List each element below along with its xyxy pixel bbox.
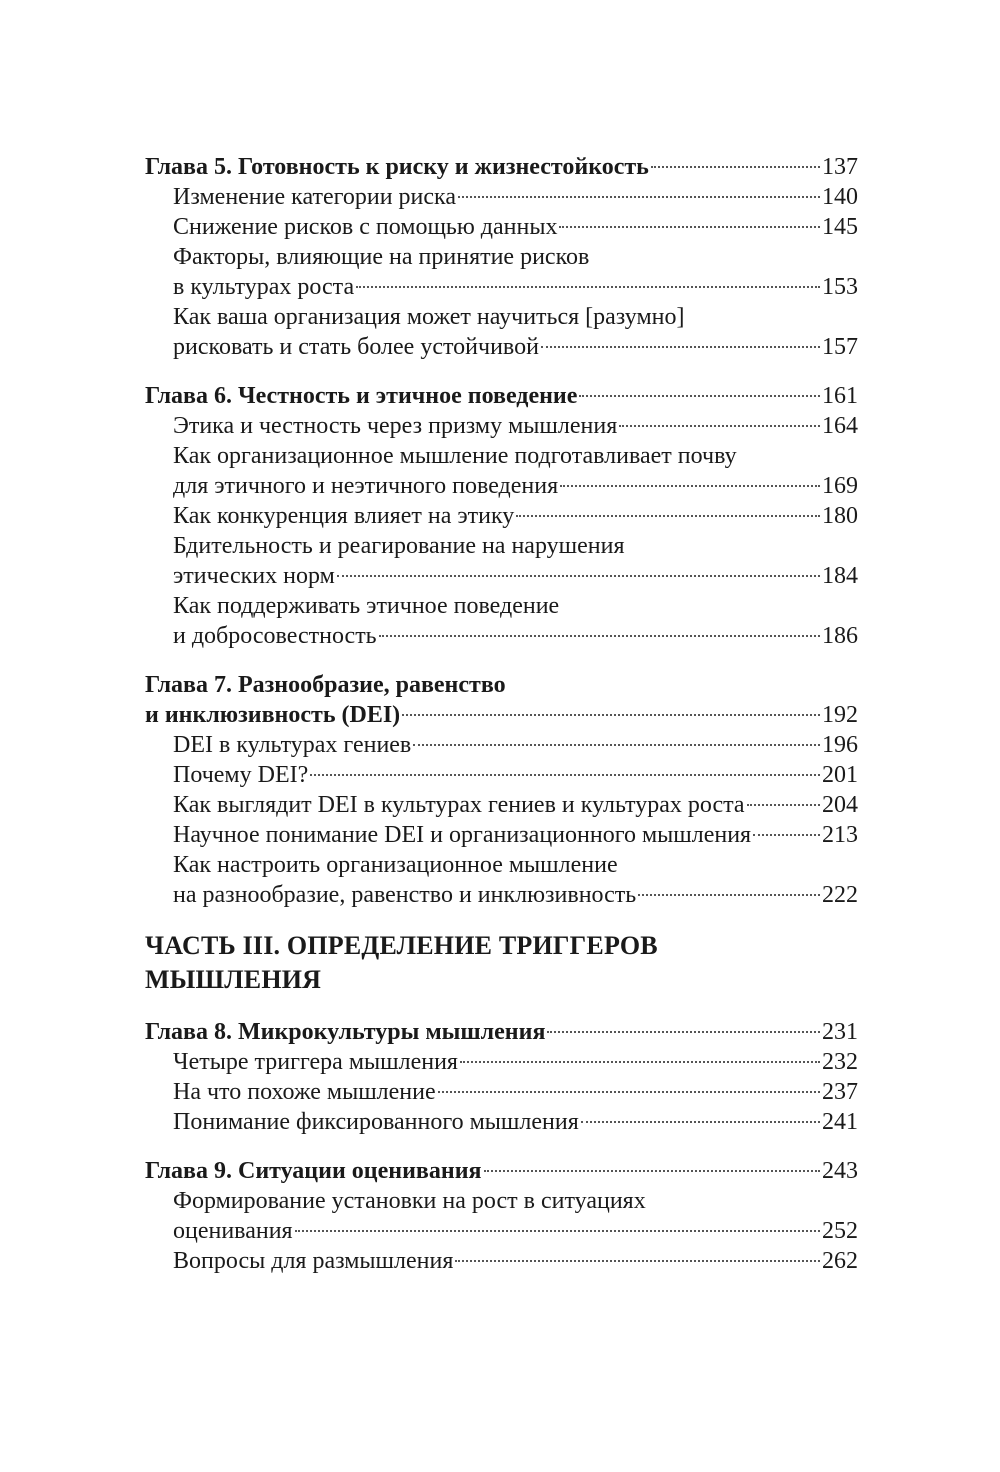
dot-leader [541, 346, 820, 348]
section-title-line1: Как ваша организация может научиться [разумно] [173, 304, 685, 330]
dot-leader [413, 744, 820, 746]
toc-entry-chapter-7[interactable] [145, 670, 858, 730]
section-title-line1: Как организационное мышление подготавливает почву [173, 443, 737, 469]
page-number: 180 [822, 503, 858, 529]
page-number: 232 [822, 1049, 858, 1075]
part-title-line2: МЫШЛЕНИЯ [145, 965, 322, 994]
section-title-line2: для этичного и неэтичного поведения [173, 473, 559, 499]
section-title: DEI в культурах гениев [173, 732, 412, 758]
toc-entry-section[interactable] [145, 760, 858, 790]
toc-entry-section[interactable] [145, 820, 858, 850]
section-title: Почему DEI? [173, 762, 309, 788]
page-number: 157 [822, 334, 858, 360]
part-3-heading[interactable] [145, 929, 858, 997]
section-title: На что похоже мышление [173, 1079, 436, 1105]
toc-entry-chapter-6[interactable] [145, 381, 858, 411]
chapter-title: Глава 5. Готовность к риску и жизнестойкость [145, 154, 649, 180]
toc-entry-section[interactable] [145, 1246, 858, 1276]
dot-leader [560, 485, 820, 487]
page-number: 145 [822, 214, 858, 240]
toc-entry-section[interactable] [145, 441, 858, 501]
section-title: Изменение категории риска [173, 184, 456, 210]
page-number: 241 [822, 1109, 858, 1135]
section-title-line2: рисковать и стать более устойчивой [173, 334, 539, 360]
dot-leader [579, 395, 820, 397]
dot-leader [438, 1091, 820, 1093]
toc-entry-section[interactable] [145, 790, 858, 820]
dot-leader [753, 834, 820, 836]
page-number: 231 [822, 1019, 858, 1045]
toc-entry-section[interactable] [145, 591, 858, 651]
section-title-line2: в культурах роста [173, 274, 355, 300]
section-title-line2: на разнообразие, равенство и инклюзивность [173, 882, 637, 908]
dot-leader [295, 1230, 820, 1232]
page-number: 262 [822, 1248, 858, 1274]
chapter-title-line1: Глава 7. Разнообразие, равенство [145, 672, 506, 698]
section-title: Понимание фиксированного мышления [173, 1109, 579, 1135]
dot-leader [402, 714, 820, 716]
section-title-line2: и добросовестность [173, 623, 377, 649]
page-number: 237 [822, 1079, 858, 1105]
section-title-line1: Факторы, влияющие на принятие рисков [173, 244, 590, 270]
toc-entry-section[interactable] [145, 1047, 858, 1077]
dot-leader [638, 894, 820, 896]
section-title: Вопросы для размышления [173, 1248, 454, 1274]
section-title: Снижение рисков с помощью данных [173, 214, 558, 240]
section-title: Научное понимание DEI и организационного мышления [173, 822, 752, 848]
chapter-6-group [145, 381, 858, 651]
dot-leader [516, 515, 820, 517]
page-number: 201 [822, 762, 858, 788]
chapter-8-group [145, 1017, 858, 1137]
page-number: 184 [822, 563, 858, 589]
dot-leader [547, 1031, 820, 1033]
dot-leader [581, 1121, 820, 1123]
dot-leader [484, 1170, 820, 1172]
chapter-9-group [145, 1156, 858, 1276]
toc-entry-section[interactable] [145, 850, 858, 910]
chapter-title: Глава 8. Микрокультуры мышления [145, 1019, 546, 1045]
section-title-line2: этических норм [173, 563, 335, 589]
toc-entry-section[interactable] [145, 182, 858, 212]
section-title-line1: Как настроить организационное мышление [173, 852, 618, 878]
toc-entry-section[interactable] [145, 1077, 858, 1107]
page-number: 140 [822, 184, 858, 210]
page-number: 204 [822, 792, 858, 818]
toc-entry-chapter-5[interactable] [145, 152, 858, 182]
dot-leader [356, 286, 820, 288]
dot-leader [747, 804, 820, 806]
toc-entry-section[interactable] [145, 1186, 858, 1246]
dot-leader [458, 196, 820, 198]
page-number: 153 [822, 274, 858, 300]
page-number: 137 [822, 154, 858, 180]
dot-leader [379, 635, 820, 637]
dot-leader [619, 425, 820, 427]
page-number: 222 [822, 882, 858, 908]
page-number: 186 [822, 623, 858, 649]
page-number: 213 [822, 822, 858, 848]
page-number: 243 [822, 1158, 858, 1184]
dot-leader [337, 575, 820, 577]
page-number: 164 [822, 413, 858, 439]
section-title-line2: оценивания [173, 1218, 293, 1244]
page-number: 196 [822, 732, 858, 758]
dot-leader [455, 1260, 820, 1262]
toc-entry-section[interactable] [145, 242, 858, 302]
page-number: 252 [822, 1218, 858, 1244]
chapter-7-group [145, 670, 858, 910]
toc-entry-section[interactable] [145, 730, 858, 760]
dot-leader [559, 226, 820, 228]
dot-leader [460, 1061, 820, 1063]
section-title: Как выглядит DEI в культурах гениев и культурах роста [173, 792, 745, 818]
section-title-line1: Бдительность и реагирование на нарушения [173, 533, 625, 559]
toc-entry-section[interactable] [145, 302, 858, 362]
chapter-title: Глава 9. Ситуации оценивания [145, 1158, 482, 1184]
toc-entry-section[interactable] [145, 411, 858, 441]
toc-entry-section[interactable] [145, 501, 858, 531]
section-title: Этика и честность через призму мышления [173, 413, 618, 439]
page-number: 192 [822, 702, 858, 728]
page-number: 169 [822, 473, 858, 499]
page-number: 161 [822, 383, 858, 409]
section-title: Как конкуренция влияет на этику [173, 503, 515, 529]
toc-entry-chapter-9[interactable] [145, 1156, 858, 1186]
section-title-line1: Формирование установки на рост в ситуациях [173, 1188, 646, 1214]
section-title: Четыре триггера мышления [173, 1049, 458, 1075]
chapter-title: Глава 6. Честность и этичное поведение [145, 383, 578, 409]
toc-entry-section[interactable] [145, 212, 858, 242]
dot-leader [651, 166, 820, 168]
chapter-title-line2: и инклюзивность (DEI) [145, 702, 401, 728]
part-title-line1: ЧАСТЬ III. ОПРЕДЕЛЕНИЕ ТРИГГЕРОВ [145, 931, 658, 960]
toc-entry-chapter-8[interactable] [145, 1017, 858, 1047]
table-of-contents [145, 152, 858, 1295]
chapter-5-group [145, 152, 858, 362]
section-title-line1: Как поддерживать этичное поведение [173, 593, 560, 619]
toc-entry-section[interactable] [145, 531, 858, 591]
dot-leader [310, 774, 820, 776]
toc-entry-section[interactable] [145, 1107, 858, 1137]
